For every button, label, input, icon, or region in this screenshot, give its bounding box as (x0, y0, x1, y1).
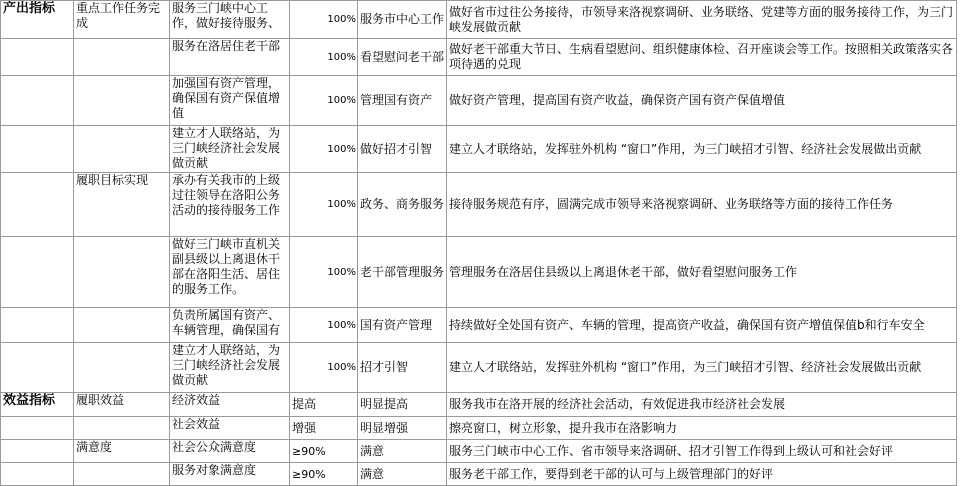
indicator-measure-cell: 满意 (358, 440, 447, 463)
indicator-level1-cell: 产出指标 (1, 1, 74, 39)
table-row (1, 1, 957, 39)
indicator-level1-cell (1, 173, 74, 237)
indicator-level1-cell (1, 308, 74, 343)
indicator-level1-cell (1, 237, 74, 308)
table-row (1, 343, 957, 393)
indicator-measure-cell: 明显提高 (358, 393, 447, 417)
indicator-level2-cell: 满意度 (74, 440, 170, 463)
indicator-value-cell: 100% (290, 308, 358, 343)
indicator-content-cell: 建立人才联络站，发挥驻外机构 “窗口”作用，为三门峡招才引智、经济社会发展做出贡献 (447, 343, 957, 393)
indicator-level2-cell (74, 417, 170, 440)
table-row (1, 76, 957, 126)
indicator-content-cell: 服务三门峡市中心工作、省市领导来洛调研、招才引智工作得到上级认可和社会好评 (447, 440, 957, 463)
indicator-level2-cell: 履职效益 (74, 393, 170, 417)
indicator-level2-cell (74, 39, 170, 76)
indicator-level1-cell (1, 463, 74, 486)
indicator-measure-cell: 做好招才引智 (358, 126, 447, 173)
table-row (1, 173, 957, 237)
indicator-content-cell: 做好省市过往公务接待，市领导来洛视察调研、业务联络、党建等方面的服务接待工作，为三门峡发展做贡献 (447, 1, 957, 39)
table-row (1, 440, 957, 463)
indicator-level3-cell: 建立才人联络站，为三门峡经济社会发展做贡献 (170, 126, 290, 173)
indicator-measure-cell: 明显增强 (358, 417, 447, 440)
indicator-content-cell: 持续做好全处国有资产、车辆的管理，提高资产收益，确保国有资产增值保值b和行车安全 (447, 308, 957, 343)
indicator-measure-cell: 国有资产管理 (358, 308, 447, 343)
indicator-value-cell: 100% (290, 237, 358, 308)
indicator-content-cell: 建立人才联络站，发挥驻外机构 “窗口”作用，为三门峡招才引智、经济社会发展做出贡献 (447, 126, 957, 173)
indicator-measure-cell: 管理国有资产 (358, 76, 447, 126)
indicator-value-cell: 100% (290, 1, 358, 39)
indicator-content-cell: 做好老干部重大节日、生病看望慰问、组织健康体检、召开座谈会等工作。按照相关政策落实各项待遇的兑现 (447, 39, 957, 76)
indicator-measure-cell: 看望慰问老干部 (358, 39, 447, 76)
indicator-level3-cell: 经济效益 (170, 393, 290, 417)
indicator-level2-cell (74, 343, 170, 393)
indicator-level2-cell (74, 463, 170, 486)
indicator-content-cell: 服务我市在洛开展的经济社会活动，有效促进我市经济社会发展 (447, 393, 957, 417)
indicator-level1-cell (1, 417, 74, 440)
indicator-content-cell: 接待服务规范有序，圆满完成市领导来洛视察调研、业务联络等方面的接待工作任务 (447, 173, 957, 237)
indicator-level3-cell: 承办有关我市的上级过往领导在洛阳公务活动的接待服务工作 (170, 173, 290, 237)
indicator-content-cell: 擦亮窗口，树立形象，提升我市在洛影响力 (447, 417, 957, 440)
indicator-level3-cell: 服务对象满意度 (170, 463, 290, 486)
indicator-level3-cell: 服务在洛居住老干部 (170, 39, 290, 76)
indicator-value-cell: 增强 (290, 417, 358, 440)
indicator-level2-cell (74, 308, 170, 343)
indicator-value-cell: 100% (290, 39, 358, 76)
indicator-level1-cell (1, 39, 74, 76)
indicator-content-cell: 做好资产管理，提高国有资产收益，确保资产国有资产保值增值 (447, 76, 957, 126)
indicator-level2-cell (74, 76, 170, 126)
indicator-content-cell: 服务老干部工作，要得到老干部的认可与上级管理部门的好评 (447, 463, 957, 486)
indicator-measure-cell: 老干部管理服务 (358, 237, 447, 308)
indicator-measure-cell: 满意 (358, 463, 447, 486)
indicator-level3-cell: 建立才人联络站，为三门峡经济社会发展做贡献 (170, 343, 290, 393)
table-row (1, 417, 957, 440)
indicator-measure-cell: 服务市中心工作 (358, 1, 447, 39)
table-row (1, 393, 957, 417)
indicator-value-cell: 提高 (290, 393, 358, 417)
indicator-level3-cell: 社会效益 (170, 417, 290, 440)
indicator-level2-cell: 重点工作任务完成 (74, 1, 170, 39)
indicator-value-cell: ≥90% (290, 440, 358, 463)
table-row (1, 308, 957, 343)
table-row (1, 237, 957, 308)
table-row (1, 463, 957, 486)
indicator-level3-cell: 加强国有资产管理，确保国有资产保值增值 (170, 76, 290, 126)
indicator-level2-cell: 履职目标实现 (74, 173, 170, 237)
indicator-level1-cell: 效益指标 (1, 393, 74, 417)
indicator-value-cell: 100% (290, 343, 358, 393)
indicator-measure-cell: 招才引智 (358, 343, 447, 393)
table-row (1, 126, 957, 173)
indicator-value-cell: 100% (290, 76, 358, 126)
indicator-value-cell: 100% (290, 126, 358, 173)
indicator-level3-cell: 服务三门峡中心工作，做好接待服务、 (170, 1, 290, 39)
indicator-level3-cell: 做好三门峡市直机关副县级以上离退休干部在洛阳生活、居住的服务工作。 (170, 237, 290, 308)
indicator-value-cell: ≥90% (290, 463, 358, 486)
indicator-level1-cell (1, 76, 74, 126)
indicator-level3-cell: 社会公众满意度 (170, 440, 290, 463)
indicator-level1-cell (1, 126, 74, 173)
indicator-level3-cell: 负责所属国有资产、车辆管理，确保国有 (170, 308, 290, 343)
indicator-level2-cell (74, 237, 170, 308)
indicator-level2-cell (74, 126, 170, 173)
indicator-content-cell: 管理服务在洛居住县级以上离退休老干部，做好看望慰问服务工作 (447, 237, 957, 308)
indicator-level1-cell (1, 440, 74, 463)
indicator-measure-cell: 政务、商务服务 (358, 173, 447, 237)
indicator-value-cell: 100% (290, 173, 358, 237)
indicator-level1-cell (1, 343, 74, 393)
table-row (1, 39, 957, 76)
